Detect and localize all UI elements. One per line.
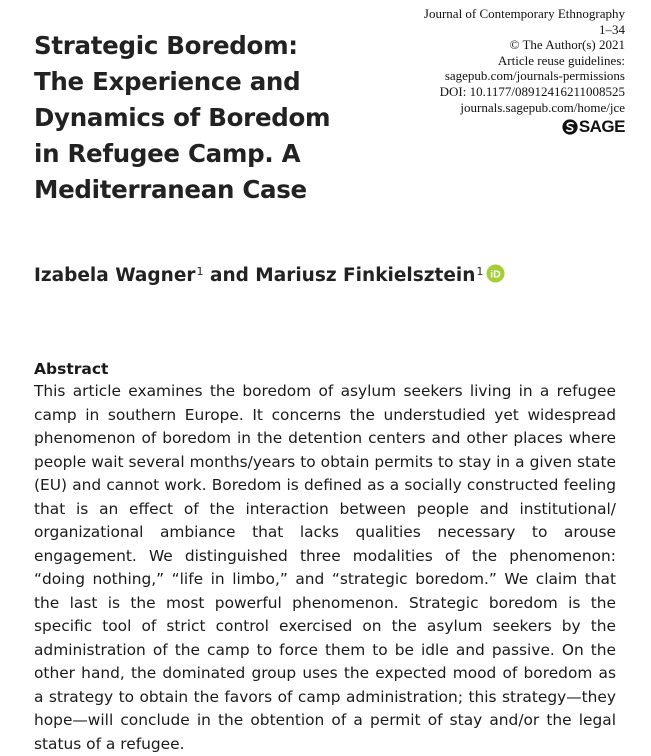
abstract-heading: Abstract bbox=[34, 360, 109, 378]
journal-homepage-link[interactable]: journals.sagepub.com/home/jce bbox=[460, 99, 625, 115]
affiliation-marker: 1 bbox=[196, 265, 204, 278]
permissions-link[interactable]: sagepub.com/journals-permissions bbox=[444, 68, 625, 84]
title-line: Dynamics of Boredom bbox=[34, 103, 331, 132]
title-line: in Refugee Camp. A bbox=[34, 139, 301, 168]
doi[interactable]: DOI: 10.1177/08912416211008525 bbox=[439, 83, 625, 99]
journal-name: Journal of Contemporary Ethnography bbox=[423, 6, 625, 21]
title-line: Mediterranean Case bbox=[34, 175, 307, 204]
author-name: Mariusz Finkielsztein bbox=[255, 265, 476, 286]
sage-logo-icon bbox=[562, 119, 578, 135]
title-line: Strategic Boredom: bbox=[34, 31, 298, 60]
author-connector: and bbox=[203, 265, 256, 286]
affiliation-marker: 1 bbox=[476, 265, 484, 278]
page-range: 1–34 bbox=[599, 21, 625, 37]
publisher-name: SAGE bbox=[578, 117, 625, 137]
journal-metadata bbox=[424, 6, 625, 136]
publisher-logo bbox=[424, 118, 625, 136]
author-name: Izabela Wagner bbox=[34, 265, 196, 286]
svg-text:iD: iD bbox=[490, 268, 502, 280]
author-list bbox=[34, 264, 505, 288]
reuse-guidelines-label: Article reuse guidelines: bbox=[497, 52, 625, 68]
article-title bbox=[34, 28, 374, 208]
orcid-icon[interactable] bbox=[486, 264, 505, 283]
title-line: The Experience and bbox=[34, 67, 301, 96]
abstract-text: This article examines the boredom of asylum seekers living in a refugee camp in southern Europe. It concerns the understudied yet widespread phenomenon of boredom in the detention centers and other places where people wait several months/years to obtain permits to stay in a given state (EU) and cannot work. Boredom is defined as a socially constructed feeling that is an effect of the interaction between people and institutional/ organizational ambiance that lacks qualities necessary to arouse engagement. We distinguished three modalities of the phenomenon: “doing nothing,” “life in limbo,” and “strategic boredom.” We claim that the last is the most powerful phenomenon. Strategic boredom is the specific tool of strict control exercised on the asylum seekers by the administration of the camp to force them to be idle and passive. On the other hand, the dominated group uses the expected mood of boredom as a strategy to obtain the favors of camp administration; this strategy—they hope—will conclude in the obtention of a permit of stay and/or the legal status of a refugee. bbox=[34, 382, 616, 753]
copyright-notice: © The Author(s) 2021 bbox=[509, 37, 625, 53]
